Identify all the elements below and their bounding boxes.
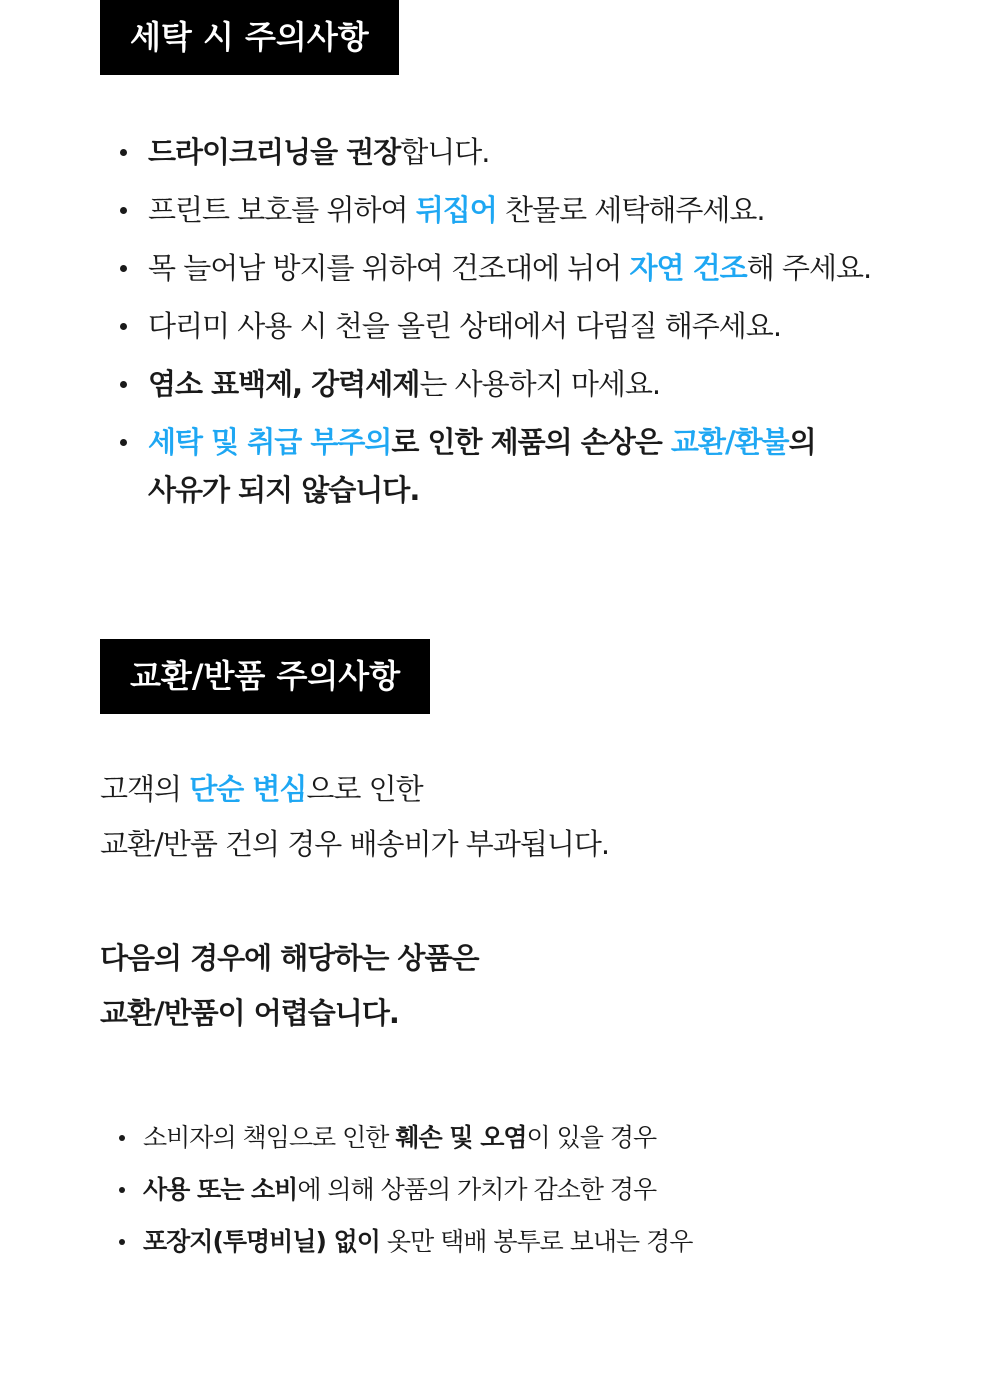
bullet-icon bbox=[120, 265, 127, 272]
list-item: 프린트 보호를 위하여 뒤집어 찬물로 세탁해주세요. bbox=[148, 186, 968, 234]
list-item: 사용 또는 소비에 의해 상품의 가치가 감소한 경우 bbox=[143, 1164, 983, 1216]
bullet-icon bbox=[120, 207, 127, 214]
bullet-icon bbox=[119, 1187, 125, 1193]
list-item: 소비자의 책임으로 인한 훼손 및 오염이 있을 경우 bbox=[143, 1112, 983, 1164]
shipping-fee-notice: 고객의 단순 변심으로 인한 교환/반품 건의 경우 배송비가 부과됩니다. bbox=[100, 772, 610, 861]
non-returnable-heading: 다음의 경우에 해당하는 상품은 교환/반품이 어렵습니다. bbox=[100, 941, 479, 1030]
bullet-icon bbox=[119, 1239, 125, 1245]
bullet-icon bbox=[120, 381, 127, 388]
list-item: 세탁 및 취급 부주의로 인한 제품의 손상은 교환/환불의 사유가 되지 않습니다. bbox=[148, 418, 968, 514]
list-item: 염소 표백제, 강력세제는 사용하지 마세요. bbox=[148, 360, 968, 408]
list-item: 목 늘어남 방지를 위하여 건조대에 뉘어 자연 건조해 주세요. bbox=[148, 244, 968, 292]
bullet-icon bbox=[119, 1135, 125, 1141]
exchange-section-title: 교환/반품 주의사항 bbox=[100, 639, 430, 714]
non-returnable-case-list bbox=[143, 1112, 983, 1268]
list-item: 드라이크리닝을 권장합니다. bbox=[148, 128, 968, 176]
bullet-icon bbox=[120, 323, 127, 330]
list-item: 포장지(투명비닐) 없이 옷만 택배 봉투로 보내는 경우 bbox=[143, 1216, 983, 1268]
bullet-icon bbox=[120, 439, 127, 446]
washing-section-title: 세탁 시 주의사항 bbox=[100, 0, 399, 75]
washing-caution-list bbox=[148, 128, 968, 524]
bullet-icon bbox=[120, 149, 127, 156]
list-item: 다리미 사용 시 천을 올린 상태에서 다림질 해주세요. bbox=[148, 302, 968, 350]
